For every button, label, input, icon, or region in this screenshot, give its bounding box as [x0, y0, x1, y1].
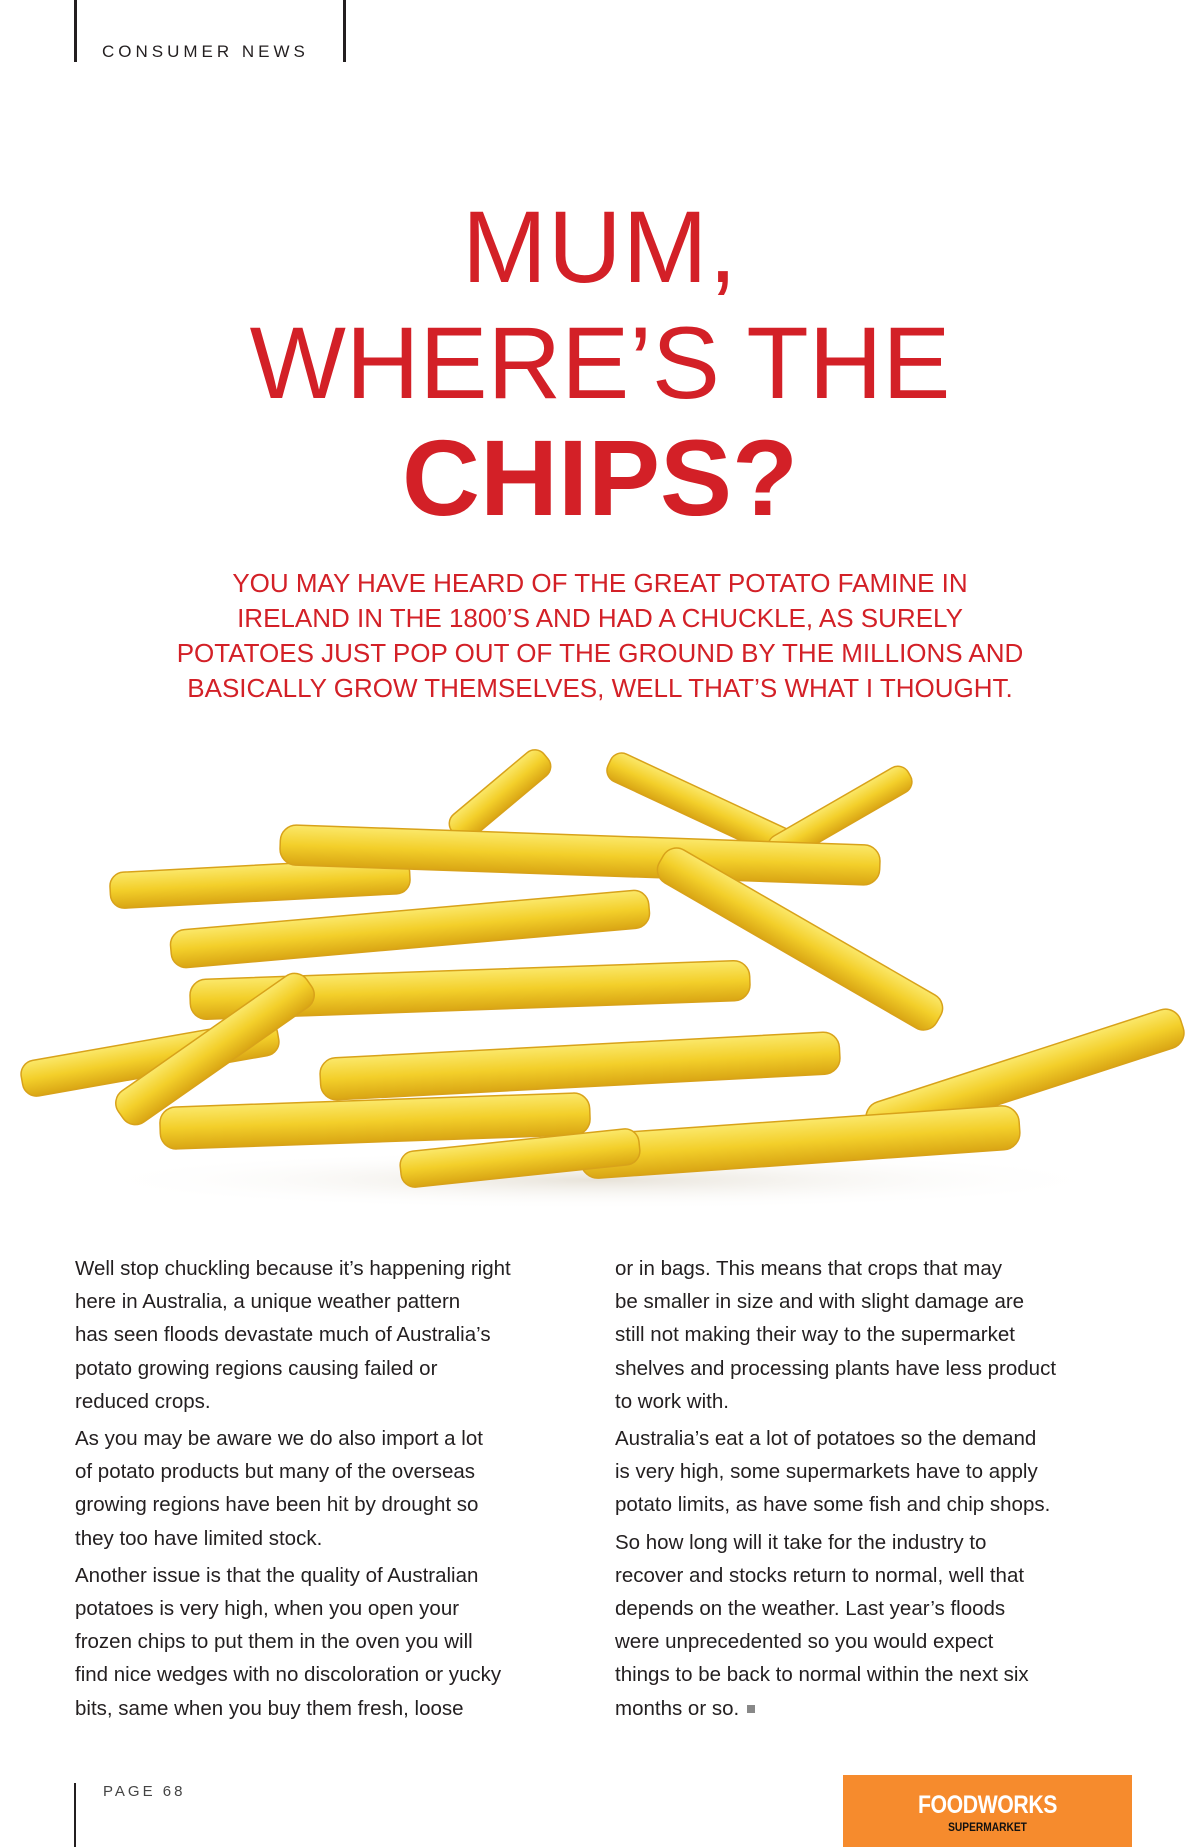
text-line: bits, same when you buy them fresh, loose: [75, 1696, 464, 1720]
text-line: So how long will it take for the industry to: [615, 1530, 987, 1554]
text-line-end: months or so.: [615, 1696, 740, 1720]
text-line: reduced crops.: [75, 1389, 211, 1413]
header-rule-left: [74, 0, 77, 62]
page-number: PAGE 68: [103, 1783, 186, 1800]
standfirst-line: POTATOES JUST POP OUT OF THE GROUND BY THE MILLIONS AND: [176, 638, 1024, 668]
text-line: potatoes is very high, when you open your: [75, 1597, 460, 1621]
text-line: find nice wedges with no discoloration or yucky: [75, 1663, 502, 1687]
footer-rule: [74, 1783, 76, 1847]
headline-line-3: CHIPS?: [401, 417, 799, 538]
standfirst-line: IRELAND IN THE 1800’S AND HAD A CHUCKLE, AS SURELY: [237, 603, 963, 633]
headline-line-1: MUM,: [462, 190, 738, 304]
text-line: As you may be aware we do also import a lot: [75, 1427, 483, 1451]
text-line: Australia’s eat a lot of potatoes so the demand: [615, 1427, 1037, 1451]
text-line: frozen chips to put them in the oven you will: [75, 1630, 473, 1654]
french-fries-photo: [0, 740, 1200, 1210]
body-column-right: [615, 1252, 1155, 1729]
standfirst-line: YOU MAY HAVE HEARD OF THE GREAT POTATO FAMINE IN: [232, 568, 968, 598]
text-line: shelves and processing plants have less product: [615, 1356, 1057, 1380]
text-line: growing regions have been hit by drought so: [75, 1493, 479, 1517]
paragraph: [75, 1559, 615, 1725]
text-line: things to be back to normal within the next six: [615, 1663, 1029, 1687]
text-line: or in bags. This means that crops that may: [615, 1257, 1003, 1280]
standfirst: [100, 566, 1100, 706]
paragraph: [75, 1252, 615, 1418]
header-rule-right: [343, 0, 346, 62]
text-line: be smaller in size and with slight damage are: [615, 1290, 1025, 1314]
text-line: still not making their way to the supermarket: [615, 1323, 1015, 1347]
text-line: potato growing regions causing failed or: [75, 1356, 438, 1380]
foodworks-logo: [843, 1775, 1132, 1847]
end-mark-icon: [747, 1705, 755, 1713]
text-line: depends on the weather. Last year’s floods: [615, 1597, 1006, 1621]
logo-sub-text: SUPERMARKET: [948, 1820, 1027, 1834]
standfirst-line: BASICALLY GROW THEMSELVES, WELL THAT’S WHAT I THOUGHT.: [187, 673, 1013, 703]
text-line: is very high, some supermarkets have to apply: [615, 1460, 1038, 1484]
logo-main-text: FOODWORKS: [917, 1791, 1058, 1819]
paragraph: [615, 1526, 1155, 1725]
text-line: recover and stocks return to normal, well that: [615, 1563, 1025, 1587]
text-line: of potato products but many of the overseas: [75, 1460, 475, 1484]
text-line: to work with.: [615, 1389, 729, 1413]
text-line: Another issue is that the quality of Australian: [75, 1563, 479, 1587]
text-line: here in Australia, a unique weather pattern: [75, 1290, 461, 1314]
text-line: were unprecedented so you would expect: [615, 1630, 994, 1654]
text-line: Well stop chuckling because it’s happening right: [75, 1257, 511, 1280]
section-label: CONSUMER NEWS: [102, 42, 309, 61]
paragraph: [615, 1252, 1155, 1418]
text-line: potato limits, as have some fish and chip shops.: [615, 1493, 1051, 1517]
paragraph: [75, 1422, 615, 1555]
paragraph: [615, 1422, 1155, 1522]
body-column-left: [75, 1252, 615, 1729]
text-line: they too have limited stock.: [75, 1526, 323, 1550]
headline-line-2: WHERE’S THE: [249, 306, 951, 420]
text-line: [615, 1692, 1155, 1725]
text-line: has seen floods devastate much of Australia’s: [75, 1323, 491, 1347]
